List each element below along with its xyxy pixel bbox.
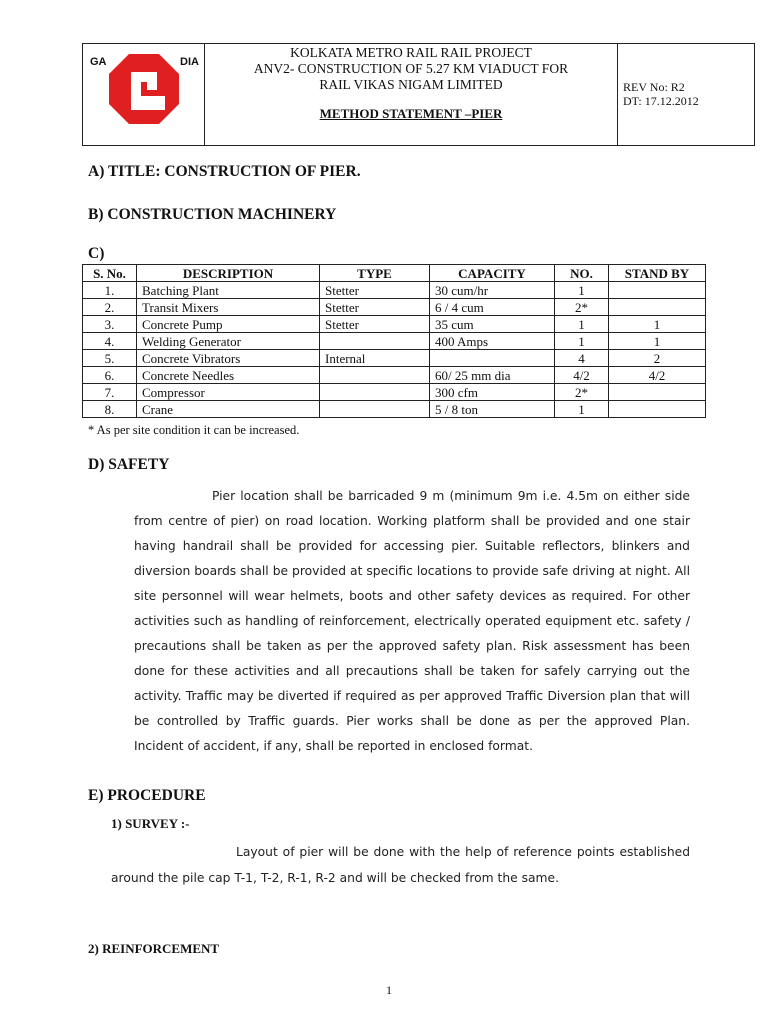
cell-sno: 8. [83,401,137,418]
table-row [83,367,706,384]
cell-type [320,333,430,350]
logo-text-right: DIA [180,56,199,68]
cell-type: Stetter [320,316,430,333]
header-sno: S. No. [83,265,137,282]
table-footnote: * As per site condition it can be increased. [88,423,300,437]
cell-sno: 2. [83,299,137,316]
table-row [83,384,706,401]
cell-no: 4/2 [555,367,609,384]
cell-capacity: 300 cfm [430,384,555,401]
cell-standby: 1 [609,316,706,333]
cell-no: 2* [555,384,609,401]
section-c-title: C) [88,245,105,262]
cell-standby: 2 [609,350,706,367]
table-header-row [83,265,706,282]
cell-no: 1 [555,316,609,333]
cell-type: Stetter [320,299,430,316]
cell-capacity: 5 / 8 ton [430,401,555,418]
method-statement-title: METHOD STATEMENT –PIER [319,106,503,121]
document-header [82,43,755,146]
cell-sno: 5. [83,350,137,367]
logo-text-left: GA [90,56,107,68]
cell-sno: 3. [83,316,137,333]
cell-sno: 6. [83,367,137,384]
logo-octagon-icon [107,52,181,126]
section-a-title: A) TITLE: CONSTRUCTION OF PIER. [88,163,361,180]
cell-description: Concrete Vibrators [137,350,320,367]
cell-no: 4 [555,350,609,367]
page-number: 1 [386,983,392,997]
cell-sno: 1. [83,282,137,299]
cell-description: Crane [137,401,320,418]
table-row [83,401,706,418]
cell-capacity [430,350,555,367]
cell-sno: 7. [83,384,137,401]
header-standby: STAND BY [609,265,706,282]
section-b-title: B) CONSTRUCTION MACHINERY [88,206,337,223]
cell-description: Transit Mixers [137,299,320,316]
machinery-table [82,264,706,418]
header-line-1: KOLKATA METRO RAIL RAIL PROJECT [290,45,532,60]
cell-description: Compressor [137,384,320,401]
header-capacity: CAPACITY [430,265,555,282]
table-row [83,350,706,367]
cell-type: Stetter [320,282,430,299]
cell-capacity: 400 Amps [430,333,555,350]
cell-no: 1 [555,282,609,299]
table-row [83,299,706,316]
cell-type [320,367,430,384]
cell-standby [609,282,706,299]
header-type: TYPE [320,265,430,282]
revision-number: REV No: R2 [623,80,685,94]
header-description: DESCRIPTION [137,265,320,282]
cell-capacity: 60/ 25 mm dia [430,367,555,384]
cell-standby: 4/2 [609,367,706,384]
header-no: NO. [555,265,609,282]
header-line-2: ANV2- CONSTRUCTION OF 5.27 KM VIADUCT FOR [253,61,569,76]
cell-capacity: 6 / 4 cum [430,299,555,316]
cell-no: 1 [555,401,609,418]
table-row [83,316,706,333]
cell-standby [609,299,706,316]
cell-type [320,401,430,418]
table-row [83,333,706,350]
survey-paragraph: Layout of pier will be done with the help of reference points established around the pile cap T-1, T-2, R-1, R-2 and will be checked from the same. [111,845,690,885]
header-title-block [205,44,618,145]
cell-type [320,384,430,401]
reinforcement-subtitle: 2) REINFORCEMENT [88,941,220,956]
cell-capacity: 30 cum/hr [430,282,555,299]
cell-standby [609,384,706,401]
cell-standby: 1 [609,333,706,350]
company-logo [83,44,205,145]
cell-description: Batching Plant [137,282,320,299]
section-d-title: D) SAFETY [88,456,170,473]
safety-paragraph: Pier location shall be barricaded 9 m (minimum 9m i.e. 4.5m on either side from centre of pier) on road location. Working platform shall be provided and one stair having handrail shall be provided for accessing pier. Suitable reflectors, blinkers and diversion boards shall be provided at specific locations to provide safe driving at night. All site personnel will wear helmets, boots and other safety devices as required. For other activities such as handling of reinforcement, electrically operated equipment etc. safety / precautions shall be taken as per the approved safety plan. Risk assessment has been done for these activities and all precautions shall be taken for safely carrying out the activity. Traffic may be diverted if required as per approved Traffic Diversion plan that will be controlled by Traffic guards. Pier works shall be done as per the approved Plan. Incident of accident, if any, shall be reported in enclosed format. [134,489,690,753]
cell-standby [609,401,706,418]
cell-type: Internal [320,350,430,367]
cell-no: 1 [555,333,609,350]
cell-capacity: 35 cum [430,316,555,333]
cell-description: Concrete Pump [137,316,320,333]
table-row [83,282,706,299]
revision-date: DT: 17.12.2012 [623,94,699,108]
survey-subtitle: 1) SURVEY :- [111,816,190,831]
section-e-title: E) PROCEDURE [88,787,206,804]
header-line-3: RAIL VIKAS NIGAM LIMITED [319,77,503,92]
cell-description: Concrete Needles [137,367,320,384]
revision-block [618,44,754,145]
cell-sno: 4. [83,333,137,350]
cell-no: 2* [555,299,609,316]
cell-description: Welding Generator [137,333,320,350]
